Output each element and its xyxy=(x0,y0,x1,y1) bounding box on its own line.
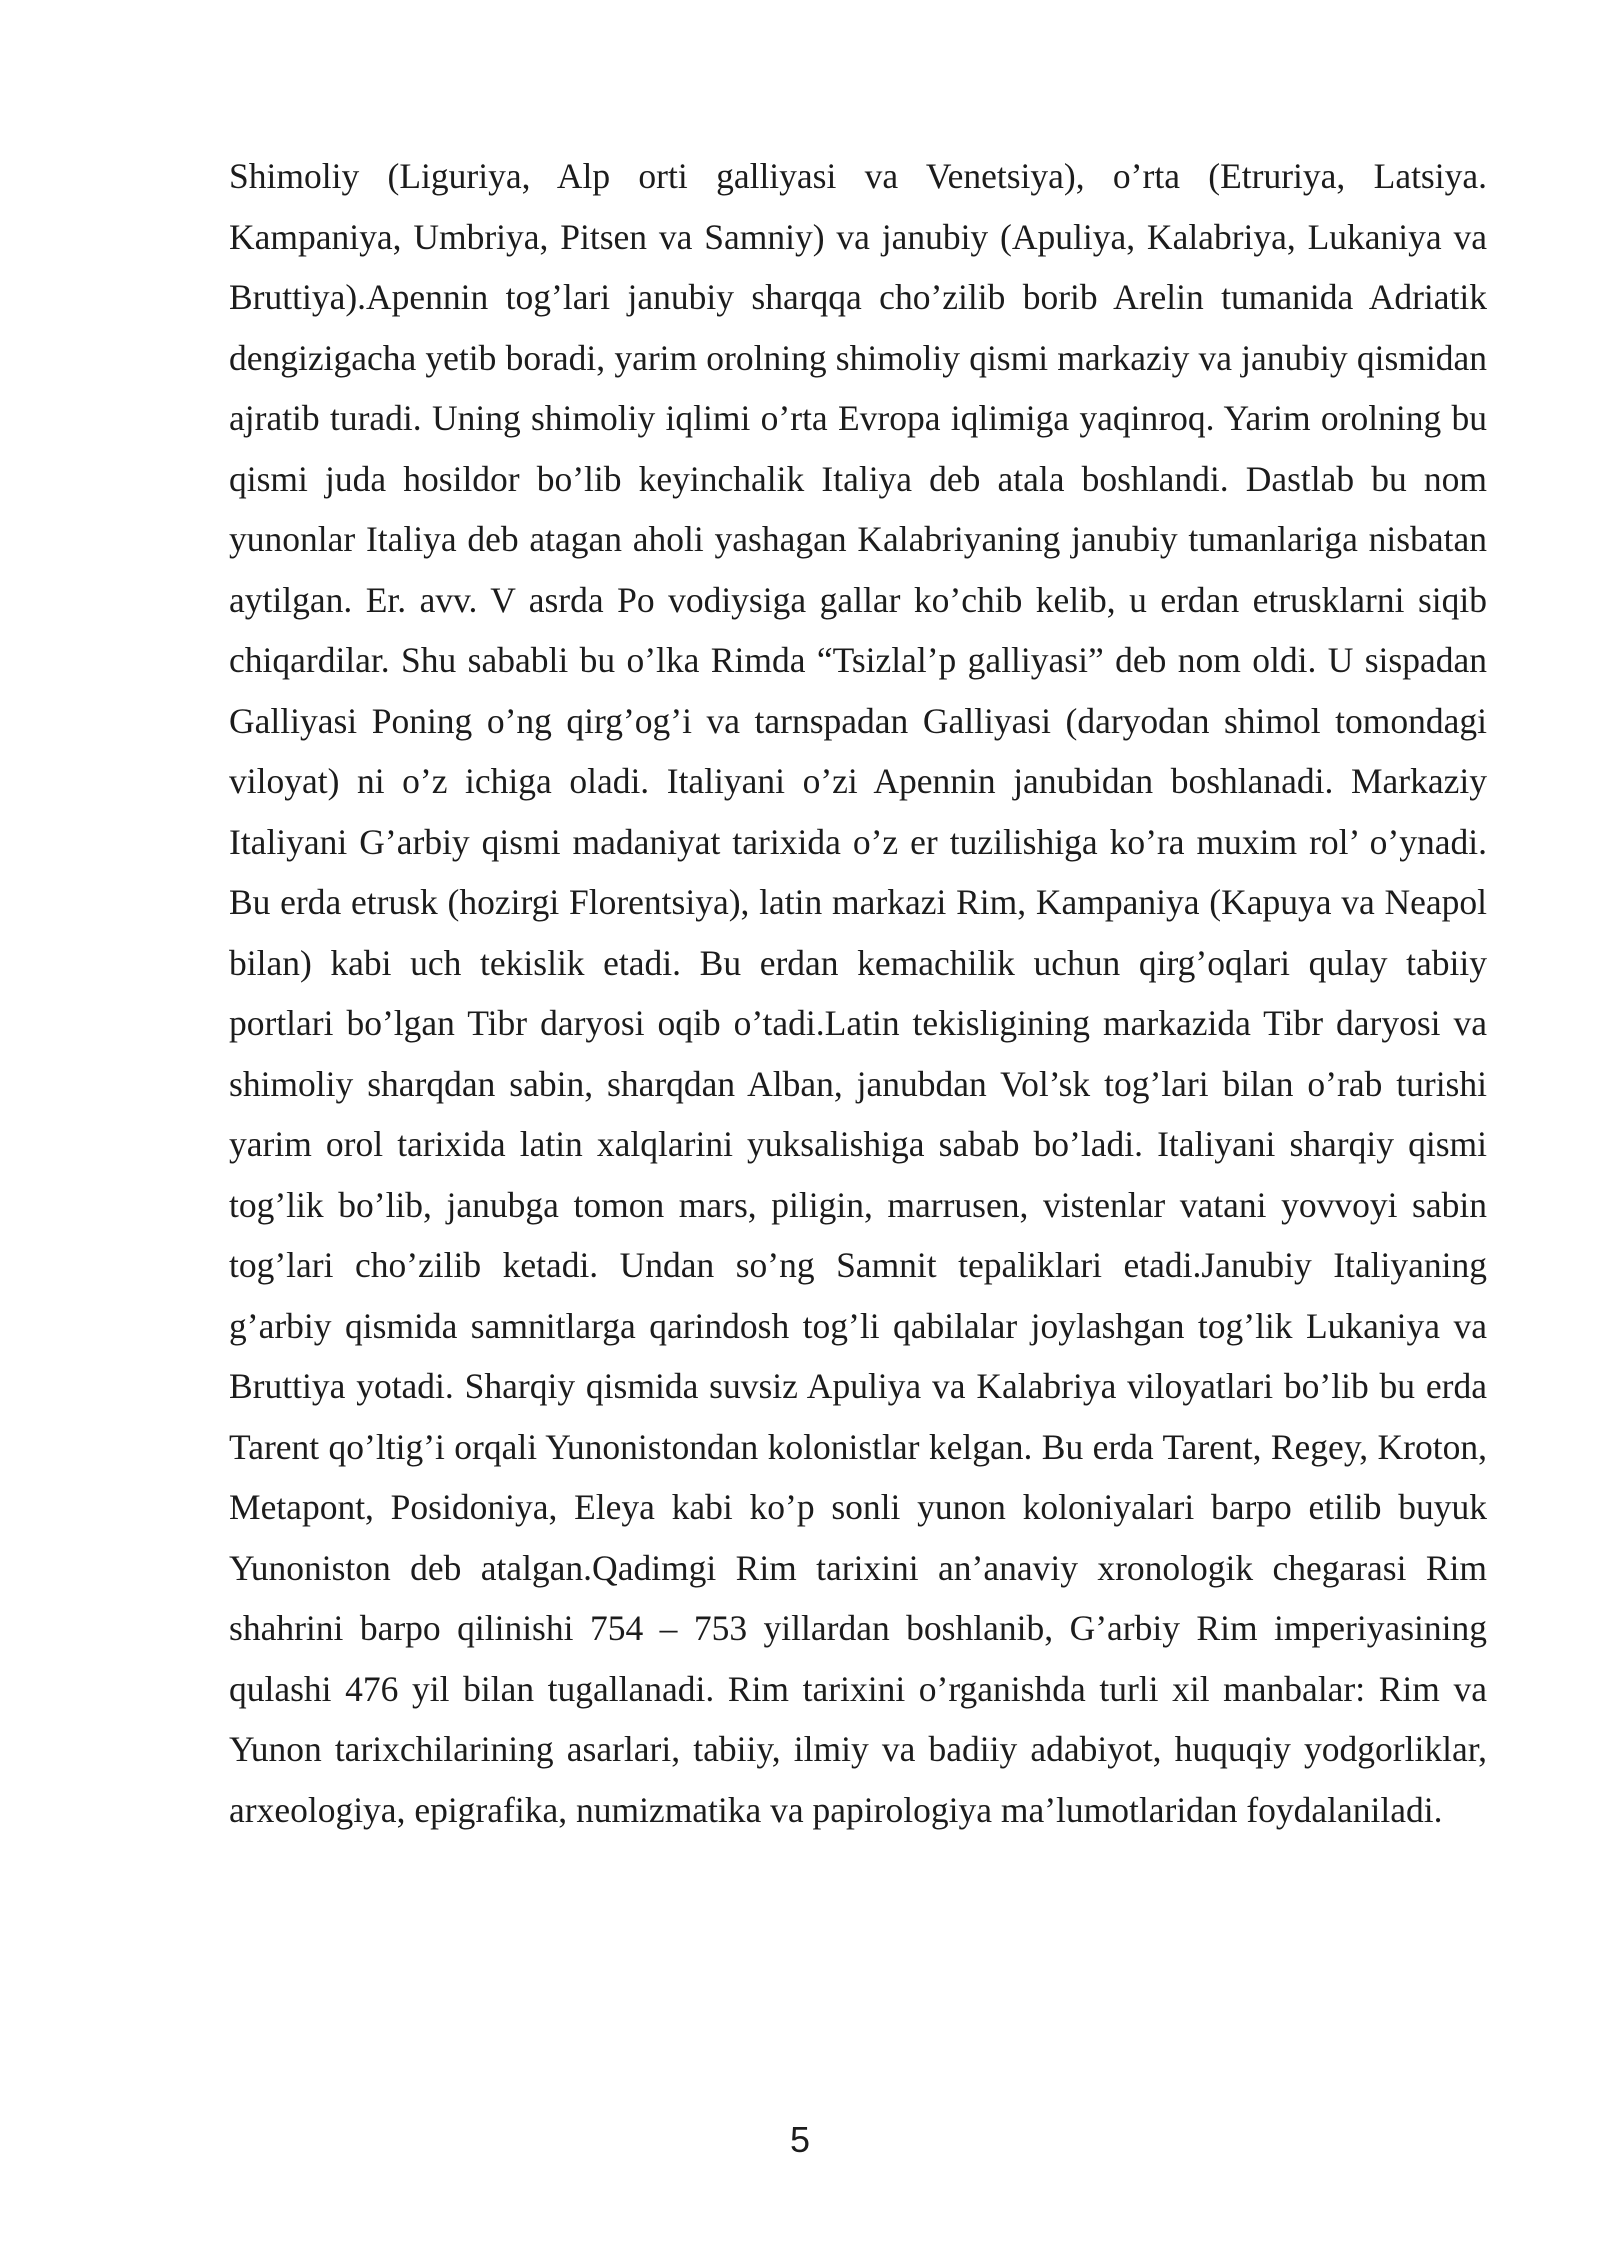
body-paragraph: Shimoliy (Liguriya, Alp orti galliyasi va Venetsiya), o’rta (Etruriya, Latsiya. Kampaniya, Umbriya, Pitsen va Samniy) va janubiy (Apuliya, Kalabriya, Lukaniya va Bruttiya).Apennin tog’lari janubiy sharqqa cho’zilib borib Arelin tumanida Adriatik dengizigacha yetib boradi, yarim orolning shimoliy qismi markaziy va janubiy qismidan ajratib turadi. Uning shimoliy iqlimi o’rta Evropa iqlimiga yaqinroq. Yarim orolning bu qismi juda hosildor bo’lib keyinchalik Italiya deb atala boshlandi. Dastlab bu nom yunonlar Italiya deb atagan aholi yashagan Kalabriyaning janubiy tumanlariga nisbatan aytilgan. Er. avv. V asrda Po vodiysiga gallar ko’chib kelib, u erdan etrusklarni siqib chiqardilar. Shu sababli bu o’lka Rimda “Tsizlal’p galliyasi” deb nom oldi. U sispadan Galliyasi Poning o’ng qirg’og’i va tarnspadan Galliyasi (daryodan shimol tomondagi viloyat) ni o’z ichiga oladi. Italiyani o’zi Apennin janubidan boshlanadi. Markaziy Italiyani G’arbiy qismi madaniyat tarixida o’z er tuzilishiga ko’ra muxim rol’ o’ynadi. Bu erda etrusk (hozirgi Florentsiya), latin markazi Rim, Kampaniya (Kapuya va Neapol bilan) kabi uch tekislik etadi. Bu erdan kemachilik uchun qirg’oqlari qulay tabiiy portlari bo’lgan Tibr daryosi oqib o’tadi.Latin tekisligining markazida Tibr daryosi va shimoliy sharqdan sabin, sharqdan Alban, janubdan Vol’sk tog’lari bilan o’rab turishi yarim orol tarixida latin xalqlarini yuksalishiga sabab bo’ladi. Italiyani sharqiy qismi tog’lik bo’lib, janubga tomon mars, piligin, marrusen, vistenlar vatani yovvoyi sabin tog’lari cho’zilib ketadi. Undan so’ng Samnit tepaliklari etadi.Janubiy Italiyaning g’arbiy qismida samnitlarga qarindosh tog’li qabilalar joylashgan tog’lik Lukaniya va Bruttiya yotadi. Sharqiy qismida suvsiz Apuliya va Kalabriya viloyatlari bo’lib bu erda Tarent qo’ltig’i orqali Yunonistondan kolonistlar kelgan. Bu erda Tarent, Regey, Kroton, Metapont, Posidoniya, Eleya kabi ko’p sonli yunon koloniyalari barpo etilib buyuk Yunoniston deb atalgan.Qadimgi Rim tarixini an’anaviy xronologik chegarasi Rim shahrini barpo qilinishi 754 – 753 yillardan boshlanib, G’arbiy Rim imperiyasining qulashi 476 yil bilan tugallanadi. Rim tarixini o’rganishda turli xil manbalar: Rim va Yunon tarixchilarining asarlari, tabiiy, ilmiy va badiiy adabiyot, huquqiy yodgorliklar, arxeologiya, epigrafika, numizmatika va papirologiya ma’lumotlaridan foydalaniladi. xyxy=(229,156,1487,1830)
page-number: 5 xyxy=(789,2119,811,2160)
